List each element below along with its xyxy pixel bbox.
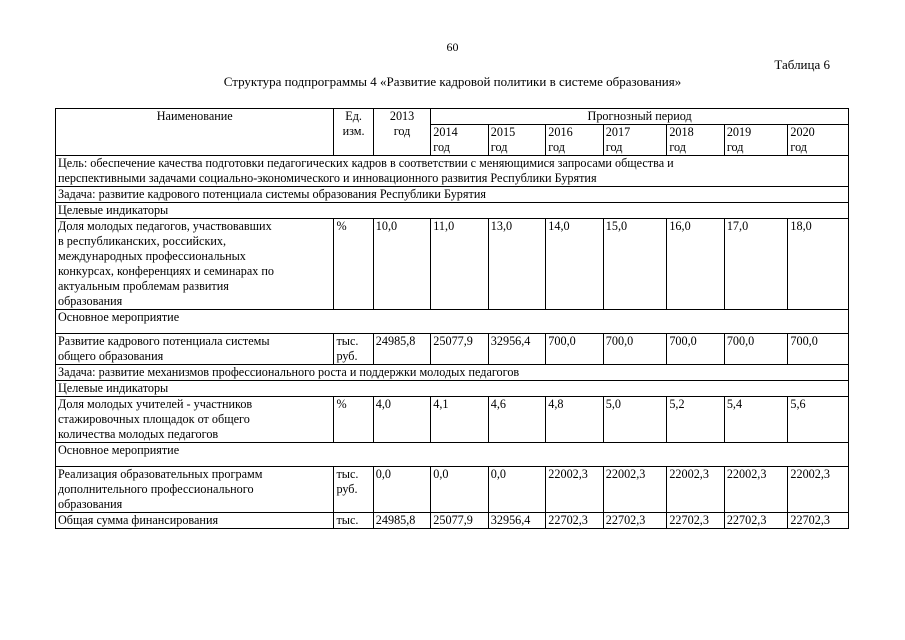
goal-line: Цель: обеспечение качества подготовки педагогических кадров в соответствии с меняющимися запросами общества и	[58, 156, 674, 170]
row-name-cell	[56, 397, 334, 443]
row-value: 22002,3	[788, 467, 849, 513]
row-value: 5,6	[788, 397, 849, 443]
row-value: 25077,9	[431, 334, 489, 365]
row-name-cell	[56, 219, 334, 310]
header-year-cell	[788, 125, 849, 156]
row-name-line: конкурсах, конференциях и семинарах по	[58, 264, 275, 278]
table-row	[56, 334, 849, 365]
row-value: 0,0	[431, 467, 489, 513]
total-value: 24985,8	[373, 513, 431, 529]
header-unit-cell	[334, 109, 373, 156]
row-value: 5,2	[667, 397, 725, 443]
row-unit-cell	[334, 334, 373, 365]
header-year-label: год	[490, 140, 508, 154]
row-value: 4,6	[488, 397, 546, 443]
activity-row	[56, 443, 849, 467]
row-value: 24985,8	[373, 334, 431, 365]
row-value: 700,0	[788, 334, 849, 365]
header-base-year-label: год	[393, 124, 411, 138]
header-year: 2017	[605, 125, 631, 139]
total-value: 22702,3	[788, 513, 849, 529]
row-name-line: актуальным проблемам развития	[58, 279, 229, 293]
row-name-line: в республиканских, российских,	[58, 234, 227, 248]
task-row	[56, 365, 849, 381]
row-value: 700,0	[546, 334, 604, 365]
header-base-year: 2013	[389, 109, 415, 123]
row-value: 4,8	[546, 397, 604, 443]
header-year: 2015	[490, 125, 516, 139]
row-value: 700,0	[667, 334, 725, 365]
total-unit: тыс.	[334, 513, 373, 529]
activity-label: Основное мероприятие	[58, 443, 180, 457]
row-value: 14,0	[546, 219, 604, 310]
table-title: Структура подпрограммы 4 «Развитие кадровой политики в системе образования»	[223, 74, 682, 89]
activity-cell	[56, 443, 849, 467]
row-name-line: стажировочных площадок от общего	[58, 412, 250, 426]
row-value: 22002,3	[546, 467, 604, 513]
task-cell: Задача: развитие кадрового потенциала системы образования Республики Бурятия	[56, 187, 849, 203]
activity-row	[56, 310, 849, 334]
row-name-line: Доля молодых педагогов, участвовавших	[58, 219, 272, 233]
header-year-cell	[431, 125, 489, 156]
row-unit-line: руб.	[336, 349, 358, 363]
header-forecast: Прогнозный период	[587, 109, 692, 123]
row-unit: %	[334, 219, 373, 310]
row-name-line: Развитие кадрового потенциала системы	[58, 334, 270, 348]
header-row-1	[56, 109, 849, 125]
header-year: 2018	[669, 125, 694, 139]
total-value: 32956,4	[488, 513, 546, 529]
row-name-line: количества молодых педагогов	[58, 427, 219, 441]
goal-line: перспективными задачами социально-экономического и инновационного развития Республики Бурятия	[58, 171, 597, 185]
task-cell: Задача: развитие механизмов профессионального роста и поддержки молодых педагогов	[56, 365, 849, 381]
row-name-line: дополнительного профессионального	[58, 482, 254, 496]
goal-cell	[56, 156, 849, 187]
indicators-row	[56, 381, 849, 397]
row-value: 16,0	[667, 219, 725, 310]
total-row	[56, 513, 849, 529]
header-base-year-cell	[373, 109, 431, 156]
total-value: 22702,3	[724, 513, 788, 529]
header-year: 2014	[433, 125, 458, 139]
header-year: 2016	[548, 125, 573, 139]
total-value: 22702,3	[546, 513, 604, 529]
header-year-label: год	[605, 140, 623, 154]
header-year-label: год	[726, 140, 744, 154]
header-year: 2020	[790, 125, 815, 139]
row-name-line: Реализация образовательных программ	[58, 467, 263, 481]
indicators-cell: Целевые индикаторы	[56, 203, 849, 219]
row-name-line: образования	[58, 294, 123, 308]
header-year-label: год	[548, 140, 565, 154]
total-name: Общая сумма финансирования	[56, 513, 334, 529]
activity-cell	[56, 310, 849, 334]
row-unit-line: руб.	[336, 482, 358, 496]
row-value: 700,0	[724, 334, 788, 365]
activity-label: Основное мероприятие	[58, 310, 180, 324]
row-value: 700,0	[603, 334, 667, 365]
page-number: 60	[446, 40, 459, 54]
row-value: 22002,3	[667, 467, 725, 513]
row-value: 10,0	[373, 219, 431, 310]
row-name-line: Доля молодых учителей - участников	[58, 397, 253, 411]
subprogram-structure-table	[55, 108, 849, 529]
header-forecast-cell	[431, 109, 849, 125]
row-unit: %	[334, 397, 373, 443]
header-name-cell	[56, 109, 334, 156]
total-value: 25077,9	[431, 513, 489, 529]
row-value: 5,4	[724, 397, 788, 443]
header-name: Наименование	[156, 109, 233, 123]
row-value: 4,1	[431, 397, 489, 443]
row-name-cell	[56, 334, 334, 365]
row-value: 5,0	[603, 397, 667, 443]
row-value: 17,0	[724, 219, 788, 310]
row-value: 0,0	[488, 467, 546, 513]
row-value: 32956,4	[488, 334, 546, 365]
header-unit-line1: Ед.	[345, 109, 362, 123]
row-name-line: общего образования	[58, 349, 164, 363]
header-year-cell	[488, 125, 546, 156]
total-value: 22702,3	[603, 513, 667, 529]
indicators-cell: Целевые индикаторы	[56, 381, 849, 397]
table-label: Таблица 6	[774, 57, 830, 72]
row-value: 22002,3	[724, 467, 788, 513]
row-value: 22002,3	[603, 467, 667, 513]
table-row	[56, 219, 849, 310]
activity-spacer	[58, 458, 846, 466]
header-year-cell	[546, 125, 604, 156]
row-value: 0,0	[373, 467, 431, 513]
header-year-label: год	[790, 140, 808, 154]
row-value: 11,0	[431, 219, 489, 310]
row-name-cell	[56, 467, 334, 513]
row-name-line: образования	[58, 497, 123, 511]
header-year-cell	[603, 125, 667, 156]
row-unit-cell	[334, 467, 373, 513]
row-unit-line: тыс.	[336, 467, 359, 481]
header-year-cell	[667, 125, 725, 156]
row-unit-line: тыс.	[336, 334, 359, 348]
header-unit-line2: изм.	[342, 124, 365, 138]
header-year-cell	[724, 125, 788, 156]
row-value: 15,0	[603, 219, 667, 310]
goal-row	[56, 156, 849, 187]
row-name-line: международных профессиональных	[58, 249, 246, 263]
total-value: 22702,3	[667, 513, 725, 529]
header-year: 2019	[726, 125, 752, 139]
table-row	[56, 397, 849, 443]
row-value: 4,0	[373, 397, 431, 443]
table-row	[56, 467, 849, 513]
row-value: 18,0	[788, 219, 849, 310]
task-row	[56, 187, 849, 203]
row-value: 13,0	[488, 219, 546, 310]
indicators-row	[56, 203, 849, 219]
header-year-label: год	[669, 140, 686, 154]
header-year-label: год	[433, 140, 450, 154]
activity-spacer	[58, 325, 846, 333]
